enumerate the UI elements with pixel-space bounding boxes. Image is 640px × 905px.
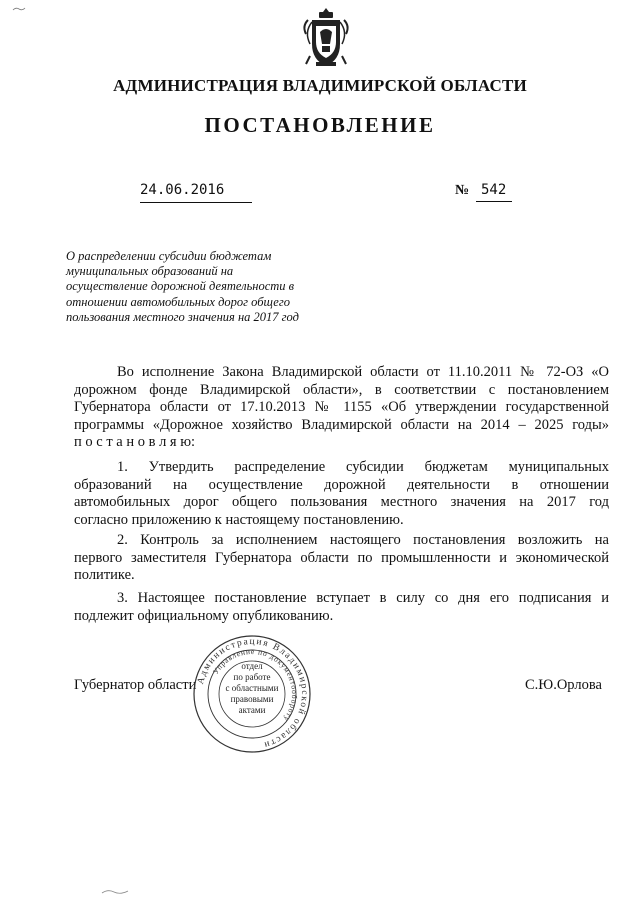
document-date: 24.06.2016 — [140, 182, 225, 198]
paragraph-line: образований на осуществление дорожной деятельности в отношении — [74, 476, 609, 493]
document-number: 542 — [481, 182, 507, 198]
signer-title: Губернатор области — [74, 677, 197, 693]
paragraph-line: 3. Настоящее постановление вступает в силу со дня его подписания и — [117, 590, 609, 606]
stamp-inner-line: правовыми — [230, 694, 274, 704]
paragraph-line: автомобильных дорог общего пользования местного значения на 2017 год — [74, 494, 609, 511]
paragraph-line: Во исполнение Закона Владимирской области от 11.10.2011 № 72-ОЗ «О — [117, 364, 609, 380]
corner-mark-icon — [12, 6, 26, 12]
subject-line: пользования местного значения на 2017 год — [66, 309, 299, 324]
organization-name: АДМИНИСТРАЦИЯ ВЛАДИМИРСКОЙ ОБЛАСТИ — [113, 76, 527, 95]
stamp-inner-line: с областными — [225, 683, 279, 693]
paragraph-line: программы «Дорожное хозяйство Владимирской области на 2014 – 2025 годы» — [74, 416, 609, 433]
stamp-outer-text: Администрация Владимирской области — [195, 636, 310, 750]
number-underline — [476, 201, 512, 202]
paragraph-line: Губернатора области от 17.10.2013 № 1155 «Об утверждении государственной — [74, 399, 609, 416]
stamp-inner-line: актами — [238, 705, 266, 715]
paragraph-line: п о с т а н о в л я ю: — [74, 434, 196, 451]
scan-mark-icon — [100, 888, 130, 896]
coat-of-arms-icon — [300, 6, 352, 70]
paragraph-line: 2. Контроль за исполнением настоящего постановления возложить на — [117, 532, 609, 548]
paragraph-line: согласно приложению к настоящему постановлению. — [74, 511, 404, 528]
stamp-inner-line: по работе — [233, 672, 271, 682]
document-type: ПОСТАНОВЛЕНИЕ — [204, 113, 436, 137]
number-sign: № — [455, 183, 470, 198]
paragraph-line: подлежит официальному опубликованию. — [74, 607, 334, 624]
item-2-paragraph — [74, 532, 609, 585]
subject-line: осуществление дорожной деятельности в — [66, 279, 295, 294]
document-subject — [66, 249, 336, 325]
intro-paragraph — [74, 364, 609, 452]
paragraph-line: 1. Утвердить распределение субсидии бюджетам муниципальных — [117, 459, 609, 475]
signer-name: С.Ю.Орлова — [525, 677, 602, 693]
date-underline — [140, 202, 252, 203]
paragraph-line: первого заместителя Губернатора области по промышленности и экономической — [74, 549, 609, 566]
item-3-paragraph — [74, 590, 609, 625]
subject-line: О распределении субсидии бюджетам — [66, 249, 272, 263]
paragraph-line: дорожном фонде Владимирской области», в соответствии с постановлением — [74, 381, 609, 398]
stamp-middle-text: Управление по документообороту — [210, 646, 300, 724]
stamp-inner-line: отдел — [241, 661, 263, 671]
subject-line: муниципальных образований на — [66, 264, 234, 279]
paragraph-line: политике. — [74, 567, 135, 584]
item-1-paragraph — [74, 459, 609, 529]
subject-line: отношении автомобильных дорог общего — [66, 294, 290, 309]
stamp-inner-text — [212, 661, 292, 716]
